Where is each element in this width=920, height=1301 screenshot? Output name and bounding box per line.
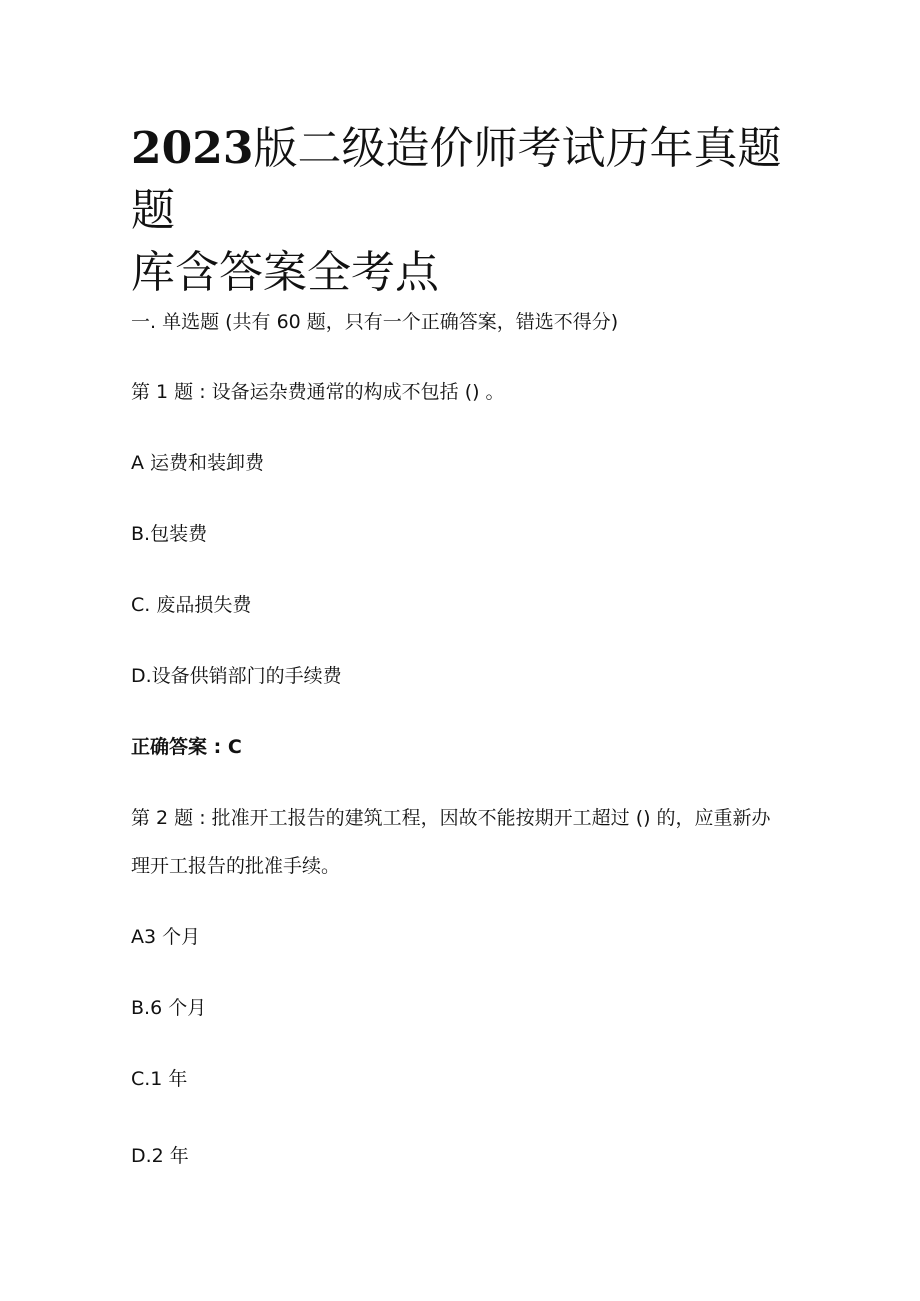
question-2-option-a: A3 个月 [131,926,201,948]
question-2-stem-line2: 理开工报告的批准手续。 [131,855,341,877]
question-1-option-c: C. 废品损失费 [131,594,252,616]
title-year: 2023 [131,123,254,174]
question-2-option-b: B.6 个月 [131,997,207,1019]
title-line1-text: 版二级造价师考试历年真题题 [131,123,782,236]
question-1-option-a: A 运费和装卸费 [131,452,265,474]
title-line2-text: 库含答案全考点 [131,247,439,298]
question-1-option-b: B.包装费 [131,523,208,545]
question-1-stem: 第 1 题 : 设备运杂费通常的构成不包括 () 。 [131,381,505,403]
question-1-answer: 正确答案 : C [131,736,242,758]
section-heading: 一. 单选题 (共有 60 题，只有一个正确答案，错选不得分) [131,311,619,333]
document-title [131,118,811,304]
question-2-stem-line1: 第 2 题 : 批准开工报告的建筑工程，因故不能按期开工超过 () 的，应重新办 [131,807,771,829]
question-1-option-d: D.设备供销部门的手续费 [131,665,342,687]
question-2-option-c: C.1 年 [131,1068,188,1090]
question-2-option-d: D.2 年 [131,1145,189,1167]
